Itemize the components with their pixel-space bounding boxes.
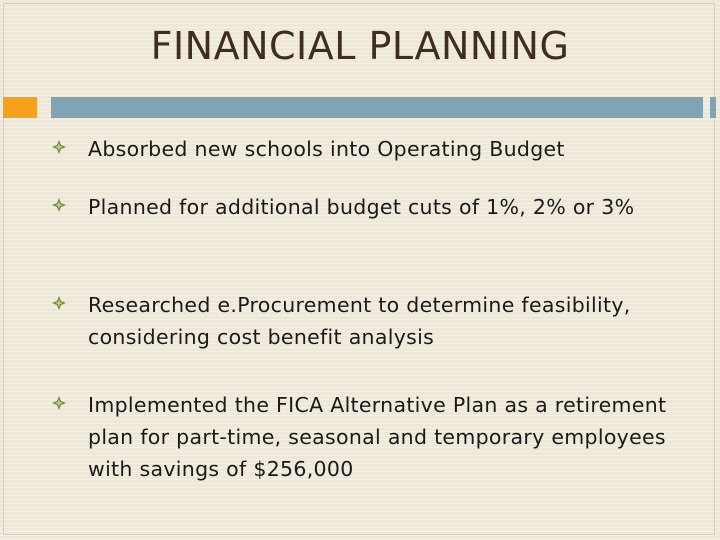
accent-bar-blue — [51, 97, 703, 118]
four-petal-diamond-icon — [52, 396, 66, 410]
bullet-text: Researched e.Procurement to determine feasibility, considering cost benefit analysis — [88, 293, 631, 349]
accent-bar-orange — [3, 97, 37, 118]
bullet-text: Planned for additional budget cuts of 1%, 2% or 3% — [88, 195, 635, 219]
bullet-text: Implemented the FICA Alternative Plan as a retirement plan for part-time, seasonal and temporary employees with savings of $256,000 — [88, 393, 667, 481]
four-petal-diamond-icon — [52, 140, 66, 154]
four-petal-diamond-icon — [52, 198, 66, 212]
slide-title: FINANCIAL PLANNING — [150, 24, 570, 68]
accent-bar-blue-end — [710, 97, 716, 118]
four-petal-diamond-icon — [52, 296, 66, 310]
bullet-text: Absorbed new schools into Operating Budget — [88, 137, 565, 161]
